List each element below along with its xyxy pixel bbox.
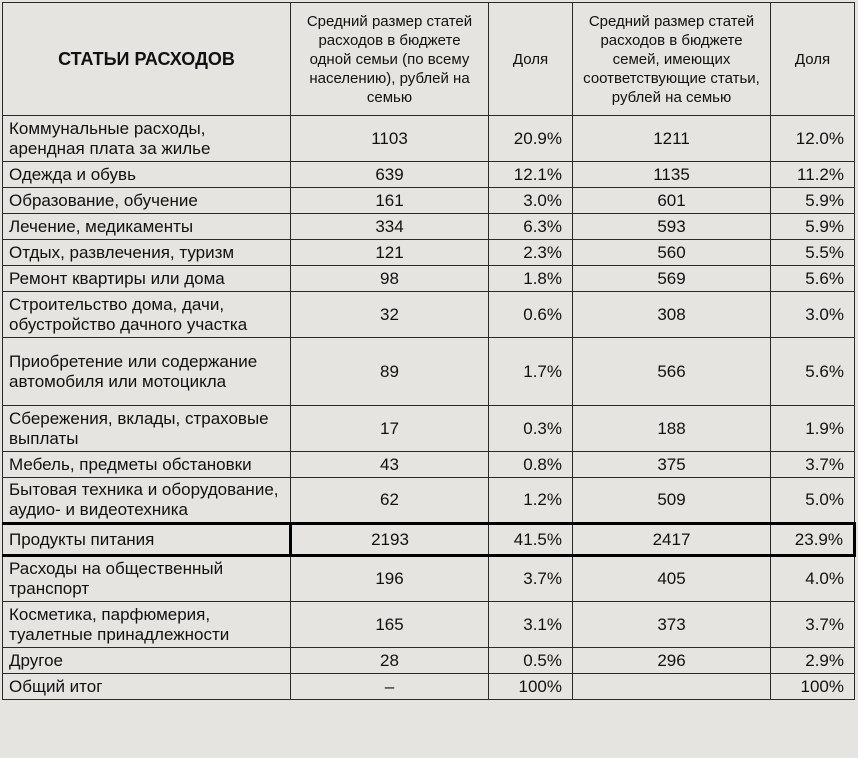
row-label: Косметика, парфюмерия, туалетные принадлежности [3,602,291,648]
cell-share-having: 1.9% [771,406,855,452]
expenses-table [2,2,856,700]
cell-share-all: 2.3% [489,240,573,266]
cell-share-all: 6.3% [489,214,573,240]
header-avg-all: Средний размер статей расходов в бюджете одной семьи (по всему населению), рублей на семью [291,3,489,116]
cell-share-having: 5.6% [771,266,855,292]
cell-share-having: 12.0% [771,116,855,162]
row-label: Одежда и обувь [3,162,291,188]
row-label: Расходы на общественный транспорт [3,556,291,602]
cell-share-having: 3.7% [771,602,855,648]
cell-avg-having: 188 [573,406,771,452]
table-row [3,674,855,700]
cell-share-having: 3.0% [771,292,855,338]
cell-avg-having: 566 [573,338,771,406]
cell-share-having: 5.9% [771,188,855,214]
cell-avg-having: 1135 [573,162,771,188]
cell-avg-all: 334 [291,214,489,240]
cell-avg-all: 43 [291,452,489,478]
cell-avg-having: 2417 [573,524,771,556]
cell-avg-having: 405 [573,556,771,602]
cell-avg-all: 2193 [291,524,489,556]
cell-share-having: 5.0% [771,478,855,524]
cell-avg-all: 62 [291,478,489,524]
row-label: Мебель, предметы обстановки [3,452,291,478]
cell-share-having: 4.0% [771,556,855,602]
row-label: Отдых, развлечения, туризм [3,240,291,266]
cell-avg-all: 161 [291,188,489,214]
cell-share-having: 5.5% [771,240,855,266]
cell-share-all: 3.1% [489,602,573,648]
table-row [3,266,855,292]
header-share-having: Доля [771,3,855,116]
table-row [3,116,855,162]
table-row [3,214,855,240]
cell-share-all: 12.1% [489,162,573,188]
table-row [3,292,855,338]
cell-share-having: 100% [771,674,855,700]
cell-share-having: 5.9% [771,214,855,240]
cell-avg-all: 196 [291,556,489,602]
table-row [3,406,855,452]
cell-share-all: 0.5% [489,648,573,674]
table-row [3,648,855,674]
cell-share-all: 3.7% [489,556,573,602]
table-row [3,188,855,214]
cell-avg-all: 32 [291,292,489,338]
cell-avg-having: 593 [573,214,771,240]
row-label: Коммунальные расходы, арендная плата за жилье [3,116,291,162]
cell-share-all: 20.9% [489,116,573,162]
cell-share-having: 3.7% [771,452,855,478]
cell-share-having: 5.6% [771,338,855,406]
cell-share-having: 23.9% [771,524,855,556]
table-body [3,116,855,700]
table-row [3,162,855,188]
table-row [3,602,855,648]
cell-avg-all: 165 [291,602,489,648]
cell-avg-having: 308 [573,292,771,338]
cell-avg-all: – [291,674,489,700]
cell-share-all: 1.8% [489,266,573,292]
row-label: Приобретение или содержание автомобиля или мотоцикла [3,338,291,406]
cell-avg-all: 1103 [291,116,489,162]
row-label: Сбережения, вклады, страховые выплаты [3,406,291,452]
cell-avg-having: 373 [573,602,771,648]
table-row [3,452,855,478]
cell-share-all: 0.6% [489,292,573,338]
row-label: Ремонт квартиры или дома [3,266,291,292]
header-share-all: Доля [489,3,573,116]
header-expense-items: СТАТЬИ РАСХОДОВ [3,3,291,116]
table-row [3,556,855,602]
table-row [3,524,855,556]
table-row [3,338,855,406]
cell-share-all: 1.7% [489,338,573,406]
cell-share-all: 0.8% [489,452,573,478]
cell-avg-having: 1211 [573,116,771,162]
cell-avg-having: 509 [573,478,771,524]
row-label: Образование, обучение [3,188,291,214]
cell-avg-having: 569 [573,266,771,292]
row-label: Другое [3,648,291,674]
row-label: Продукты питания [3,524,291,556]
row-label: Лечение, медикаменты [3,214,291,240]
cell-share-having: 11.2% [771,162,855,188]
cell-avg-all: 98 [291,266,489,292]
cell-share-all: 3.0% [489,188,573,214]
header-avg-having: Средний размер статей расходов в бюджете семей, имеющих соответствующие статьи, рублей на семью [573,3,771,116]
cell-share-having: 2.9% [771,648,855,674]
cell-avg-all: 17 [291,406,489,452]
cell-avg-having: 375 [573,452,771,478]
cell-share-all: 100% [489,674,573,700]
cell-share-all: 41.5% [489,524,573,556]
table-row [3,478,855,524]
cell-share-all: 0.3% [489,406,573,452]
cell-avg-having: 296 [573,648,771,674]
row-label: Бытовая техника и оборудование, аудио- и видеотехника [3,478,291,524]
cell-avg-all: 28 [291,648,489,674]
table-row [3,240,855,266]
cell-avg-having: 601 [573,188,771,214]
row-label: Строительство дома, дачи, обустройство дачного участка [3,292,291,338]
cell-avg-all: 89 [291,338,489,406]
header-row [3,3,855,116]
row-label: Общий итог [3,674,291,700]
cell-share-all: 1.2% [489,478,573,524]
cell-avg-all: 639 [291,162,489,188]
cell-avg-having [573,674,771,700]
cell-avg-all: 121 [291,240,489,266]
cell-avg-having: 560 [573,240,771,266]
